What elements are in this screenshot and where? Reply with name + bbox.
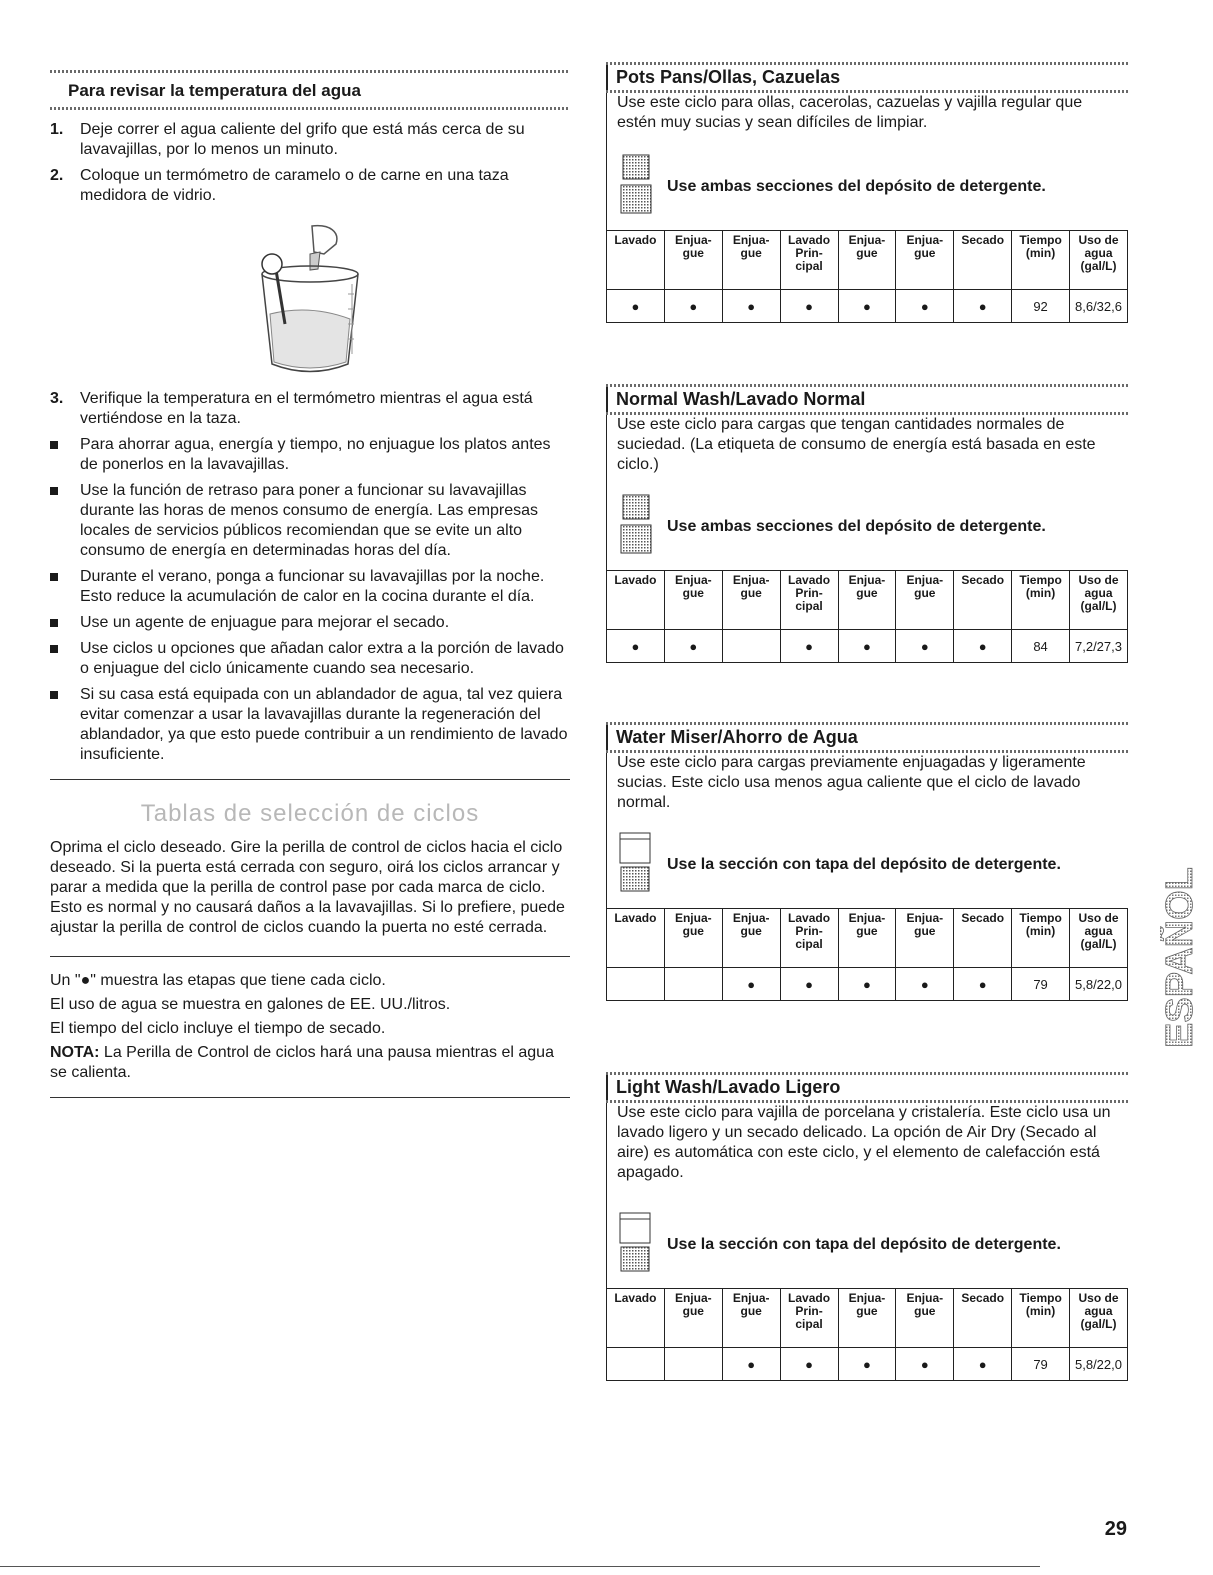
notes-block xyxy=(50,971,570,1083)
side-tab-text: ESPAÑOL xyxy=(1160,867,1201,1048)
detergent-text: Use ambas secciones del depósito de detergente. xyxy=(667,517,1046,535)
table-header-cell: Enjua- gue xyxy=(722,909,780,968)
table-cell xyxy=(607,968,665,1001)
table-cell: 92 xyxy=(1012,290,1070,323)
table-header-cell: Lavado xyxy=(607,1289,665,1348)
stage-dot: ● xyxy=(954,630,1012,663)
table-header-row xyxy=(607,1289,1128,1348)
stage-dot: ● xyxy=(838,630,896,663)
table-header-cell: Secado xyxy=(954,1289,1012,1348)
nota-line: NOTA: La Perilla de Control de ciclos hará una pausa mientras el agua se calienta. xyxy=(50,1044,554,1081)
detergent-instruction xyxy=(606,141,1128,230)
table-header-cell: Enjua- gue xyxy=(722,231,780,290)
cycle-title: Normal Wash/Lavado Normal xyxy=(606,387,1128,412)
table-header-cell: Tiempo (min) xyxy=(1012,909,1070,968)
tip-item: Use un agente de enjuague para mejorar el secado. xyxy=(50,613,570,633)
language-side-tab xyxy=(1160,818,1202,1054)
table-header-cell: Enjua- gue xyxy=(896,231,954,290)
divider xyxy=(50,779,570,780)
note-line: Un "●" muestra las etapas que tiene cada ciclo. xyxy=(50,972,386,989)
tips-list xyxy=(50,435,570,765)
table-header-cell: Tiempo (min) xyxy=(1012,1289,1070,1348)
thermometer-cup-icon xyxy=(240,224,380,379)
table-header-cell: Uso de agua (gal/L) xyxy=(1070,571,1128,630)
stage-dot: ● xyxy=(780,630,838,663)
table-cell: 5,8/22,0 xyxy=(1070,968,1128,1001)
detergent-instruction xyxy=(606,1199,1128,1288)
bullet-icon xyxy=(50,435,80,475)
bullet-icon xyxy=(50,685,80,765)
step-item: 2. Coloque un termómetro de caramelo o de carne en una taza medidora de vidrio. xyxy=(50,167,509,204)
detergent-text: Use la sección con tapa del depósito de detergente. xyxy=(667,1235,1061,1253)
bullet-icon xyxy=(50,639,80,679)
bottom-rule xyxy=(0,1566,1040,1567)
cycle-title: Pots Pans/Ollas, Cazuelas xyxy=(606,65,1128,90)
stage-dot: ● xyxy=(607,290,665,323)
table-header-cell: Lavado Prin- cipal xyxy=(780,1289,838,1348)
thermometer-cup-illustration xyxy=(50,224,570,379)
water-temp-heading: Para revisar la temperatura del agua xyxy=(68,81,361,100)
table-header-cell: Enjua- gue xyxy=(838,1289,896,1348)
table-header-cell: Uso de agua (gal/L) xyxy=(1070,909,1128,968)
note-line: El tiempo del ciclo incluye el tiempo de secado. xyxy=(50,1020,386,1037)
table-header-cell: Secado xyxy=(954,571,1012,630)
table-row xyxy=(607,290,1128,323)
steps-list-continued xyxy=(50,389,570,429)
divider xyxy=(50,107,570,110)
bullet-icon xyxy=(50,613,80,633)
detergent-instruction xyxy=(606,481,1128,570)
cycle-description: Use este ciclo para ollas, cacerolas, cazuelas y vajilla regular que estén muy sucias y sean difíciles de limpiar. xyxy=(606,93,1128,141)
tip-item: Use la función de retraso para poner a funcionar su lavavajillas durante las horas de menos consumo de energía. Las empresas locales de servicios públicos recomiendan que se evite un alto consumo de energía en determinadas horas del día. xyxy=(50,481,570,561)
table-cell: 79 xyxy=(1012,1348,1070,1381)
step-item: 1. Deje correr el agua caliente del grifo que está más cerca de su lavavajillas, por lo menos un minuto. xyxy=(50,121,525,158)
table-header-cell: Secado xyxy=(954,909,1012,968)
bullet-icon xyxy=(50,481,80,561)
table-header-cell: Lavado Prin- cipal xyxy=(780,571,838,630)
table-cell: 7,2/27,3 xyxy=(1070,630,1128,663)
table-header-cell: Lavado xyxy=(607,909,665,968)
note-line: El uso de agua se muestra en galones de EE. UU./litros. xyxy=(50,996,451,1013)
stage-dot: ● xyxy=(607,630,665,663)
detergent-covered-section-icon xyxy=(617,831,667,898)
table-header-cell: Enjua- gue xyxy=(664,231,722,290)
table-header-cell: Lavado Prin- cipal xyxy=(780,231,838,290)
left-column xyxy=(50,70,570,1112)
page-number: 29 xyxy=(1104,1518,1127,1540)
divider xyxy=(50,956,570,957)
table-header-row xyxy=(607,909,1128,968)
stage-dot: ● xyxy=(838,290,896,323)
cycle-tables-title: Tablas de selección de ciclos xyxy=(140,800,480,827)
table-cell: 5,8/22,0 xyxy=(1070,1348,1128,1381)
cycle-block xyxy=(606,1072,1128,1381)
cycle-stages-table xyxy=(606,908,1128,1001)
cycle-title: Light Wash/Lavado Ligero xyxy=(606,1075,1128,1100)
table-header-cell: Enjua- gue xyxy=(838,909,896,968)
steps-list xyxy=(50,120,570,206)
table-row xyxy=(607,630,1128,663)
table-header-cell: Enjua- gue xyxy=(664,909,722,968)
cycle-block xyxy=(606,722,1128,1001)
cycle-stages-table xyxy=(606,570,1128,663)
cycle-block xyxy=(606,62,1128,323)
table-cell: 8,6/32,6 xyxy=(1070,290,1128,323)
espanol-tab-icon xyxy=(1160,818,1202,1054)
stage-dot: ● xyxy=(722,1348,780,1381)
table-header-cell: Enjua- gue xyxy=(838,571,896,630)
stage-dot: ● xyxy=(896,968,954,1001)
stage-dot: ● xyxy=(780,290,838,323)
stage-dot: ● xyxy=(954,1348,1012,1381)
table-header-cell: Uso de agua (gal/L) xyxy=(1070,1289,1128,1348)
stage-dot: ● xyxy=(664,630,722,663)
tip-item: Si su casa está equipada con un ablandador de agua, tal vez quiera evitar comenzar a usar la lavavajillas durante la regeneración del ablandador, ya que esto puede contribuir a un rendimiento de lavado insuficiente. xyxy=(50,685,570,765)
table-row xyxy=(607,1348,1128,1381)
divider xyxy=(50,70,570,73)
table-cell: 84 xyxy=(1012,630,1070,663)
cycle-description: Use este ciclo para cargas previamente enjuagadas y ligeramente sucias. Este ciclo usa menos agua caliente que el ciclo de lavado normal. xyxy=(606,753,1128,819)
step-item: 3. Verifique la temperatura en el termómetro mientras el agua está vertiéndose en la taza. xyxy=(50,390,533,427)
stage-dot: ● xyxy=(954,290,1012,323)
tip-item: Durante el verano, ponga a funcionar su lavavajillas por la noche. Esto reduce la acumulación de calor en la cocina durante el día. xyxy=(50,567,570,607)
detergent-both-sections-icon xyxy=(617,493,667,560)
table-header-cell: Lavado xyxy=(607,571,665,630)
detergent-instruction xyxy=(606,819,1128,908)
stage-dot: ● xyxy=(780,1348,838,1381)
stage-dot: ● xyxy=(722,290,780,323)
stage-dot: ● xyxy=(838,968,896,1001)
table-header-cell: Tiempo (min) xyxy=(1012,571,1070,630)
table-header-cell: Enjua- gue xyxy=(722,1289,780,1348)
stage-dot: ● xyxy=(954,968,1012,1001)
cycle-stages-table xyxy=(606,1288,1128,1381)
stage-dot: ● xyxy=(896,630,954,663)
stage-dot: ● xyxy=(896,1348,954,1381)
stage-dot: ● xyxy=(896,290,954,323)
cycle-description: Use este ciclo para cargas que tengan cantidades normales de suciedad. (La etiqueta de consumo de energía está basada en este ciclo.) xyxy=(606,415,1128,481)
detergent-covered-section-icon xyxy=(617,1211,667,1278)
tip-item: Use ciclos u opciones que añadan calor extra a la porción de lavado o enjuague del ciclo únicamente cuando sea necesario. xyxy=(50,639,570,679)
table-header-cell: Enjua- gue xyxy=(896,571,954,630)
table-header-cell: Tiempo (min) xyxy=(1012,231,1070,290)
table-header-cell: Lavado Prin- cipal xyxy=(780,909,838,968)
table-cell: 79 xyxy=(1012,968,1070,1001)
table-header-cell: Lavado xyxy=(607,231,665,290)
table-cell xyxy=(607,1348,665,1381)
table-header-cell: Enjua- gue xyxy=(838,231,896,290)
detergent-text: Use ambas secciones del depósito de detergente. xyxy=(667,177,1046,195)
table-cell xyxy=(664,968,722,1001)
table-header-cell: Enjua- gue xyxy=(664,1289,722,1348)
cycle-description: Use este ciclo para vajilla de porcelana y cristalería. Este ciclo usa un lavado ligero y un secado delicado. La opción de Air Dry (Secado al aire) es automática con este ciclo, y el elemento de calefacción está apagado. xyxy=(606,1103,1128,1199)
table-header-row xyxy=(607,231,1128,290)
bullet-icon xyxy=(50,567,80,607)
cycle-stages-table xyxy=(606,230,1128,323)
tip-item: Para ahorrar agua, energía y tiempo, no enjuague los platos antes de ponerlos en la lavavajillas. xyxy=(50,435,570,475)
divider xyxy=(50,1097,570,1098)
table-header-cell: Enjua- gue xyxy=(664,571,722,630)
detergent-both-sections-icon xyxy=(617,153,667,220)
stage-dot: ● xyxy=(722,968,780,1001)
cycle-block xyxy=(606,384,1128,663)
stage-dot: ● xyxy=(838,1348,896,1381)
table-cell xyxy=(722,630,780,663)
table-header-cell: Uso de agua (gal/L) xyxy=(1070,231,1128,290)
table-header-cell: Enjua- gue xyxy=(722,571,780,630)
cycle-intro-text: Oprima el ciclo deseado. Gire la perilla de control de ciclos hacia el ciclo deseado. Si la puerta está cerrada con seguro, oirá los ciclos arrancar y parar a medida que la perilla de control pase por cada marca de ciclo. Esto es normal y no causará daños a la lavavajillas. Si lo prefiere, puede ajustar la perilla de control de ciclos cuando la puerta no esté cerrada. xyxy=(50,839,565,936)
detergent-text: Use la sección con tapa del depósito de detergente. xyxy=(667,855,1061,873)
table-header-cell: Secado xyxy=(954,231,1012,290)
table-header-row xyxy=(607,571,1128,630)
cycle-title: Water Miser/Ahorro de Agua xyxy=(606,725,1128,750)
table-cell xyxy=(664,1348,722,1381)
stage-dot: ● xyxy=(780,968,838,1001)
stage-dot: ● xyxy=(664,290,722,323)
table-row xyxy=(607,968,1128,1001)
table-header-cell: Enjua- gue xyxy=(896,909,954,968)
table-header-cell: Enjua- gue xyxy=(896,1289,954,1348)
